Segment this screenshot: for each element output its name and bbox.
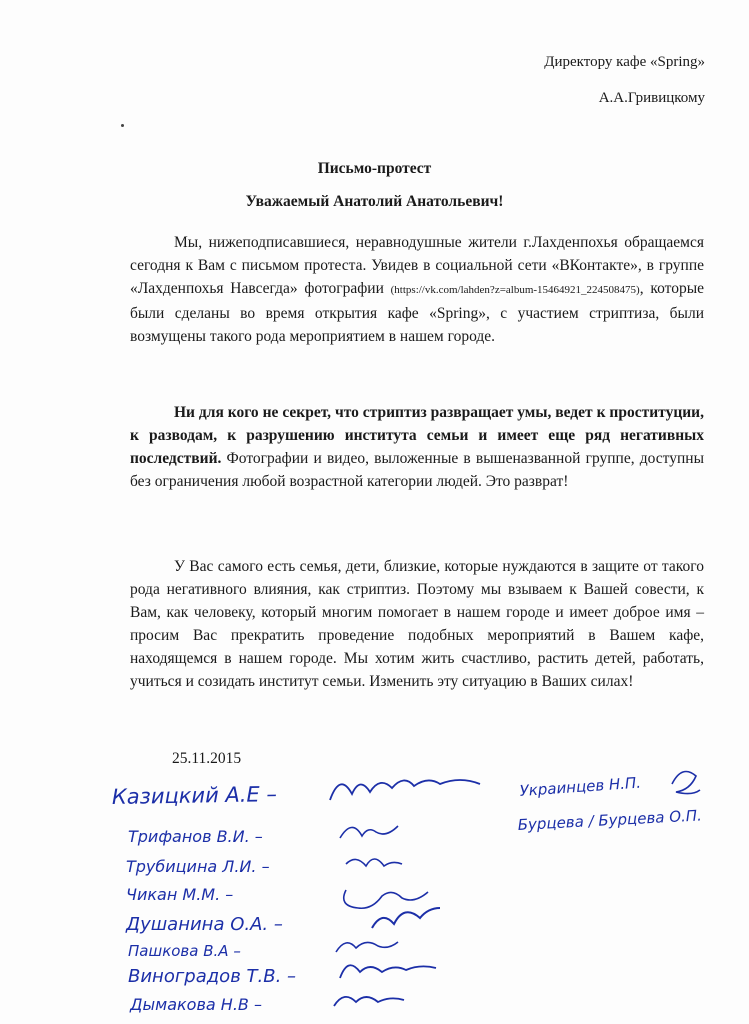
signature-name: Душанина О.А. – [126, 914, 283, 935]
signature-scribble [330, 780, 480, 800]
signature-name: Казицкий А.Е – [111, 782, 278, 809]
paragraph-1-text-a: Мы, нижеподписавшиеся, неравнодушные жители г.Лахденпохья обращаемся сегодня к Вам с письмом протеста. Увидев в социальной сети «ВКонтакте», в группе «Лахденпохья Навсегда» фотографии [130, 234, 704, 297]
addressee-line-2: А.А.Гривицкому [598, 90, 705, 106]
signature-scribble [340, 826, 398, 838]
signature-scribble [372, 908, 440, 928]
signature-name: Дымакова Н.В – [130, 995, 262, 1014]
signature-scribble [336, 942, 398, 952]
signature-name: Виноградов Т.В. – [128, 966, 297, 987]
signature-name: Чикан М.М. – [126, 885, 234, 904]
signature-area [0, 760, 749, 1024]
paragraph-3 [130, 555, 704, 693]
paper-speck [121, 124, 124, 127]
addressee-line-1: Директору кафе «Spring» [544, 54, 705, 70]
paragraph-2 [130, 401, 704, 493]
paragraph-3-text: У Вас самого есть семья, дети, близкие, которые нуждаются в защите от такого рода негативного влияния, как стриптиз. Поэтому мы взываем к Вашей совести, к Вам, как человеку, который многим помогает в нашем городе и имеет доброе имя – просим Вас прекратить проведение подобных мероприятий в Вашем кафе, находящемся в нашем городе. Мы хотим жить счастливо, растить детей, работать, учиться и созидать институт семьи. Изменить эту ситуацию в Ваших силах! [130, 558, 704, 690]
signature-name: Украинцев Н.П. [519, 773, 642, 800]
signature-scribble [672, 772, 700, 794]
signature-name: Трубицина Л.И. – [126, 857, 270, 876]
letter-title: Письмо-протест [317, 160, 432, 177]
salutation: Уважаемый Анатолий Анатольевич! [245, 193, 504, 210]
paragraph-2-bold: Ни для кого не секрет, что стриптиз развращает умы, ведет к проституции, к разводам, к разрушению института семьи и имеет еще ряд негативных последствий. [130, 404, 704, 467]
signature-scribble [344, 890, 428, 908]
letter-date: 25.11.2015 [172, 750, 242, 767]
signature-scribble [346, 859, 402, 866]
signature-name: Бурцева / Бурцева О.П. [517, 806, 703, 834]
paragraph-2-normal: Фотографии и видео, выложенные в вышеназванной группе, доступны без ограничения любой возрастной категории людей. Это разврат! [130, 450, 704, 490]
paragraph-1-text-b: , которые были сделаны во время открытия кафе «Spring», с участием стриптиза, были возмущены такого рода мероприятием в нашем городе. [130, 280, 704, 345]
album-url: (https://vk.com/lahden?z=album-15464921_224508475) [390, 284, 640, 296]
signature-scribble [334, 997, 404, 1006]
paragraph-1 [130, 231, 704, 348]
signature-name: Трифанов В.И. – [128, 827, 263, 846]
signature-scribble [340, 965, 436, 978]
signature-name: Пашкова В.А – [128, 942, 241, 960]
